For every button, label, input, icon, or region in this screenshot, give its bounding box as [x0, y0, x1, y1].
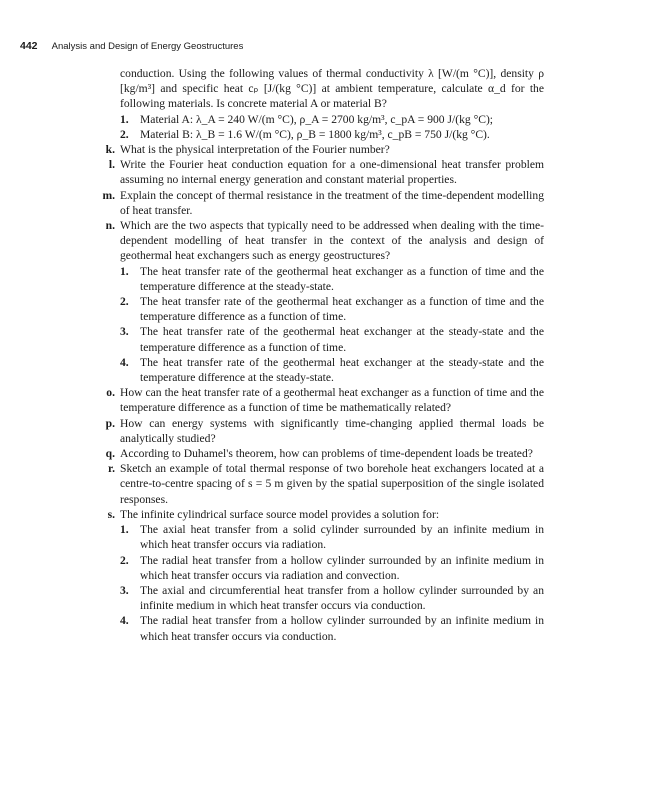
- subitem-text: The heat transfer rate of the geothermal heat exchanger as a function of time and the temperature difference as a function of time.: [140, 295, 544, 324]
- intro-subitems: [78, 112, 544, 142]
- question-label: q.: [105, 447, 115, 461]
- question-item: [78, 188, 544, 218]
- intro-text: conduction. Using the following values of thermal conductivity λ [W/(m °C)], density ρ [kg/m³] and specific heat cₚ [J/(kg °C)] at ambient temperature, calculate α_d for the following materials. Is concrete material A or material B?: [120, 67, 544, 111]
- page-number: 442: [20, 40, 38, 52]
- question-item: [78, 446, 544, 461]
- question-subitem: [120, 522, 544, 552]
- subitem-text: The heat transfer rate of the geothermal heat exchanger at the steady-state and the temperature difference at the steady-state.: [140, 355, 544, 385]
- exercise-list: [78, 66, 544, 644]
- question-subitem: [120, 294, 544, 324]
- question-text: According to Duhamel's theorem, how can problems of time-dependent loads be treated?: [120, 447, 533, 461]
- question-item: [78, 385, 544, 415]
- subitem-text: Material A: λ_A = 240 W/(m °C), ρ_A = 2700 kg/m³, c_pA = 900 J/(kg °C);: [140, 112, 494, 126]
- question-label: o.: [106, 386, 115, 400]
- question-text: Which are the two aspects that typically need to be addressed when dealing with the time-dependent modelling of heat transfer in the context of the analysis and design of geothermal heat exchangers such as energy geostructures?: [120, 219, 544, 263]
- question-text: Sketch an example of total thermal response of two borehole heat exchangers located at a centre-to-centre spacing of s = 5 m given by the spatial superposition of the single isolated responses.: [120, 462, 544, 506]
- question-label: r.: [108, 462, 115, 476]
- question-item: [78, 157, 544, 187]
- question-subitem: [120, 324, 544, 354]
- subitem-label: 4.: [120, 355, 129, 369]
- question-subitem: [120, 613, 544, 643]
- question-label: l.: [108, 158, 115, 172]
- question-label: n.: [105, 219, 115, 233]
- question-subitem: [120, 264, 544, 294]
- running-title: Analysis and Design of Energy Geostructures: [51, 41, 244, 52]
- question-subitem: [120, 355, 544, 385]
- questions-list: [78, 142, 544, 644]
- question-item: [78, 218, 544, 264]
- subitem-label: 1.: [120, 264, 129, 278]
- subitem-text: The radial heat transfer from a hollow cylinder surrounded by an infinite medium in which heat transfer occurs via conduction.: [140, 614, 544, 643]
- subitem-label: 4.: [120, 614, 129, 628]
- question-label: s.: [107, 507, 115, 521]
- subitem-label: 3.: [120, 325, 129, 339]
- question-label: k.: [105, 143, 115, 157]
- subitem-text: The radial heat transfer from a hollow cylinder surrounded by an infinite medium in which heat transfer occurs via radiation and convection.: [140, 553, 544, 582]
- question-text: How can energy systems with significantly time-changing applied thermal loads be analytically studied?: [120, 416, 544, 445]
- subitem-label: 2.: [120, 553, 129, 567]
- subitem-label: 1.: [120, 523, 129, 537]
- question-text: Explain the concept of thermal resistance in the treatment of the time-dependent modelling of heat transfer.: [120, 188, 544, 217]
- subitem-text: The axial heat transfer from a solid cylinder surrounded by an infinite medium in which heat transfer occurs via radiation.: [140, 523, 544, 552]
- question-text: The infinite cylindrical surface source model provides a solution for:: [120, 507, 440, 521]
- subitem-label: 2.: [120, 127, 129, 141]
- intro-subitem: [120, 112, 544, 127]
- subitem-text: The heat transfer rate of the geothermal heat exchanger as a function of time and the temperature difference at the steady-state.: [140, 264, 544, 293]
- subitem-text: The heat transfer rate of the geothermal heat exchanger at the steady-state and the temperature difference as a function of time.: [140, 325, 544, 354]
- subitem-label: 3.: [120, 583, 129, 597]
- question-text: How can the heat transfer rate of a geothermal heat exchanger as a function of time and the temperature difference as a function of time be mathematically related?: [120, 386, 544, 415]
- question-item: [78, 461, 544, 507]
- question-label: p.: [105, 416, 115, 430]
- question-subitem: [120, 553, 544, 583]
- subitem-text: The axial and circumferential heat transfer from a hollow cylinder surrounded by an infinite medium in which heat transfer occurs via conduction.: [140, 583, 544, 613]
- question-text: Write the Fourier heat conduction equation for a one-dimensional heat transfer problem assuming no internal energy generation and constant material properties.: [120, 158, 544, 187]
- question-item: [78, 416, 544, 446]
- subitem-text: Material B: λ_B = 1.6 W/(m °C), ρ_B = 1800 kg/m³, c_pB = 750 J/(kg °C).: [140, 127, 490, 141]
- subitem-label: 2.: [120, 295, 129, 309]
- question-item: [78, 142, 544, 157]
- running-header: [20, 40, 243, 52]
- question-label: m.: [102, 188, 115, 202]
- question-text: What is the physical interpretation of the Fourier number?: [120, 143, 390, 157]
- question-subitem: [120, 583, 544, 613]
- subitem-label: 1.: [120, 112, 129, 126]
- intro-subitem: [120, 127, 544, 142]
- question-item: [78, 507, 544, 522]
